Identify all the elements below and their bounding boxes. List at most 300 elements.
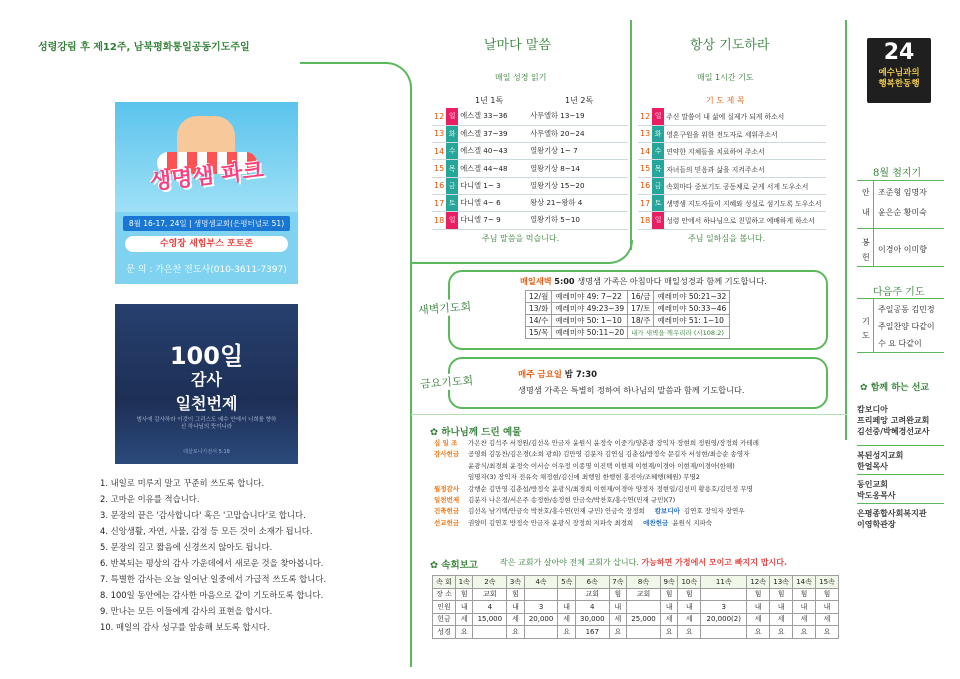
header-cell: 2속: [473, 576, 507, 589]
offering-label: 일천번제: [434, 496, 460, 505]
date-cell: 18/주: [628, 315, 654, 327]
offering-names: 윤광식/최경희 윤정숙 이서승 이우정 이종명 이진택 이현재 이현재/이경아 이현재/이경아(한해): [468, 461, 735, 470]
bible-section-title: 날마다 말씀: [484, 38, 551, 53]
weekday-cell: 일: [446, 212, 458, 229]
mission-line: 은평종합사회복지관: [857, 509, 927, 518]
table-cell: 요: [770, 626, 793, 639]
table-cell: 세: [793, 613, 816, 626]
day-cell: 16: [432, 177, 446, 194]
thanks-poster: [115, 304, 298, 464]
reading-2-cell: 열왕기상 15~20: [528, 177, 628, 194]
mission-title-text: 함께 하는 선교: [870, 383, 930, 393]
mission-line: 캄보디아: [857, 405, 888, 414]
list-item: 1. 내일로 미루지 말고 꾸준히 쓰도록 합니다.: [100, 478, 265, 488]
tree-icon: ✿: [430, 427, 438, 438]
offering-names: 가은찬 김석주 서정원/김선옥 안금자 윤원식 윤정숙 이중기/양춘광 장익자 장현희 정원영/장정희 카테레: [468, 439, 759, 447]
header-cell: 13속: [770, 576, 793, 589]
duty-key: 내: [862, 208, 870, 217]
header-cell: 10속: [678, 576, 701, 589]
bible-col1: 1년 1독: [475, 96, 504, 105]
divider: [845, 20, 847, 440]
passage-cell: 예레미야 50: 1~10: [552, 315, 628, 327]
table-cell: 3: [524, 601, 558, 614]
duty-row: [862, 252, 870, 263]
table-header-row: [433, 576, 839, 589]
table-cell: 25,000: [627, 613, 661, 626]
divider: [410, 85, 412, 667]
duty-row: [878, 244, 927, 255]
table-cell: 요: [558, 626, 575, 639]
poster2-line1: 100일: [169, 342, 244, 370]
attendance-desc: [500, 557, 787, 568]
table-row: [432, 125, 628, 142]
offering-names: 김선옥 남기택/안금숙 박찬호/홍수연(민재 규민) 안금숙 장정희: [468, 507, 645, 516]
table-cell: 인원: [433, 601, 456, 614]
header-cell: 1속: [456, 576, 473, 589]
offering-label: 십 일 조: [434, 439, 458, 447]
table-row: [433, 613, 839, 626]
attendance-title-text: 속회보고: [441, 560, 478, 571]
tree-icon: ✿: [860, 383, 868, 393]
attendance-desc-plain: 작은 교회가 살아야 전체 교회가 삽니다.: [500, 558, 639, 567]
table-cell: 요: [456, 626, 473, 639]
prayer-topic-cell: 속회마다 중보기도 공동체로 굳게 서게 도우소서: [664, 177, 826, 194]
table-row: [638, 125, 826, 142]
table-cell: 세: [747, 613, 770, 626]
date-cell: 14/수: [526, 315, 552, 327]
mission-line: 프리페앙 고려완교회: [857, 416, 930, 425]
reading-1-cell: 다니엘 4~ 6: [458, 194, 528, 211]
verse-cell: 내가 새벽을 깨우리라 (시108:2): [628, 327, 730, 339]
table-cell: 교회: [473, 588, 507, 601]
poster-title: 생명샘 파크: [149, 158, 265, 195]
prayer-topic-cell: 영혼구원을 위한 전도자로 세워주소서: [664, 125, 826, 142]
offering-label: 선교헌금: [434, 518, 460, 527]
divider: [873, 298, 874, 352]
date-cell: 17/토: [628, 303, 654, 315]
table-cell: 요: [747, 626, 770, 639]
table-cell: 성경: [433, 626, 456, 639]
offering-names: 권양미 김연호 방정숙 안금자 윤광식 장정희 지파숙 최경희: [468, 518, 634, 527]
table-cell: 167: [575, 626, 609, 639]
offering-label: 감사헌금: [434, 450, 460, 459]
header-cell: 5속: [558, 576, 575, 589]
list-item: 3. 문장의 끝은 '감사합니다' 혹은 '고맙습니다'로 합니다.: [100, 510, 306, 520]
date-cell: 13/화: [526, 303, 552, 315]
offering-names: 임명자(3) 장익자 전유숙 채정현/김신애 최행임 한행현 홍진아/조혜행(혜원) 무명2: [468, 473, 700, 482]
next-prayer-title: 다음주 기도: [873, 287, 925, 298]
table-cell: [701, 588, 747, 601]
friday-prayer-box: [448, 357, 828, 409]
table-cell: 세: [815, 613, 838, 626]
table-row: [526, 291, 730, 303]
dawn-head-rest: 생명샘 가족은 아침마다 매일성경과 함께 기도합니다.: [577, 276, 767, 286]
table-cell: 요: [660, 626, 677, 639]
day-cell: 17: [638, 194, 652, 211]
friday-prayer-time: [518, 368, 597, 380]
table-cell: 힘: [747, 588, 770, 601]
offering-list: [434, 438, 834, 529]
passage-cell: 예레미야 50:21~32: [654, 291, 730, 303]
reading-2-cell: 열왕기상 1~ 7: [528, 143, 628, 160]
friday-time: 밤 7:30: [564, 370, 598, 380]
table-cell: 세: [770, 613, 793, 626]
prayer-section-title: 항상 기도하라: [690, 38, 770, 53]
offering-row: [434, 518, 834, 529]
table-cell: [627, 626, 661, 639]
table-cell: [558, 588, 575, 601]
weekday-cell: 목: [652, 160, 664, 177]
reading-2-cell: 사무엘하 20~24: [528, 125, 628, 142]
weekday-cell: 금: [446, 177, 458, 194]
header-cell: 속 회: [433, 576, 456, 589]
offering-title: [430, 424, 521, 438]
table-cell: [473, 626, 507, 639]
mission-block: [857, 404, 929, 437]
header-cell: 7속: [609, 576, 626, 589]
table-cell: 힘: [609, 588, 626, 601]
list-item: 7. 특별한 감사는 오늘 일어난 일중에서 가급적 쓰도록 합니다.: [100, 574, 327, 584]
mission-line: 김선중/박혜경선교사: [857, 427, 930, 436]
tree-icon: ✿: [430, 560, 438, 571]
poster-features: 수영장 새힘부스 포토존: [125, 236, 288, 252]
offering-names-2: 김연호 장익자 장연우: [683, 507, 745, 516]
prayer-footer: 주님 일하심을 봅니다.: [688, 234, 766, 243]
list-item: 6. 반복되는 평상의 감사 가운데에서 새로운 것을 찾아봅니다.: [100, 558, 324, 568]
table-cell: 세: [507, 613, 524, 626]
table-row: [638, 194, 826, 211]
prayer-subtitle: 매일 1시간 기도: [697, 73, 754, 82]
divider: [873, 180, 874, 266]
mission-line: 동인교회: [857, 480, 888, 489]
table-cell: 세: [678, 613, 701, 626]
prayer-topic-cell: 생명샘 지도자들이 지혜와 성실로 섬기도록 도우소서: [664, 194, 826, 211]
date-cell: 12/월: [526, 291, 552, 303]
offering-names: 김분자 나은경/서은주 송정한/송정현 안금숙/박찬호/홍수연(민재 규민)(7): [468, 496, 676, 505]
day-cell: 14: [432, 143, 446, 160]
offering-label: 월정감사: [434, 484, 460, 493]
passage-cell: 예레미야 50:33~46: [654, 303, 730, 315]
header-cell: 14속: [793, 576, 816, 589]
day-cell: 13: [638, 125, 652, 142]
list-item: 2. 고마운 이유를 적습니다.: [100, 494, 200, 504]
passage-cell: 예레미야 49: 7~22: [552, 291, 628, 303]
weekday-cell: 일: [446, 108, 458, 125]
duty-row: [878, 207, 927, 218]
dawn-prayer-table: [525, 290, 730, 339]
reading-1-cell: 에스겔 44~48: [458, 160, 528, 177]
day-cell: 18: [638, 212, 652, 229]
next-row: [862, 330, 870, 341]
table-cell: 세: [660, 613, 677, 626]
divider: [300, 62, 412, 88]
table-row: [432, 108, 628, 125]
prayer-topic-cell: 주신 말씀이 내 삶에 실제가 되게 하소서: [664, 108, 826, 125]
offering-row: [434, 495, 834, 506]
table-cell: 내: [456, 601, 473, 614]
dawn-head-time: 5:00: [554, 276, 575, 286]
table-cell: 힘: [815, 588, 838, 601]
table-row: [433, 626, 839, 639]
offering-row: [434, 472, 834, 483]
mission-line: 이영학관장: [857, 520, 896, 529]
table-cell: [524, 588, 558, 601]
duty-key: 봉: [862, 238, 870, 247]
next-key: 도: [862, 331, 870, 340]
divider: [411, 414, 847, 415]
table-cell: 힘: [793, 588, 816, 601]
header-cell: 6속: [575, 576, 609, 589]
table-row: [432, 160, 628, 177]
duty-value: 조준형 임명자: [878, 188, 927, 197]
list-item: 10. 매일의 감사 성구를 암송해 보도록 합시다.: [100, 622, 270, 632]
table-cell: 내: [660, 601, 677, 614]
duty-row: [862, 207, 870, 218]
dawn-head-bold: 매일새벽: [520, 276, 552, 286]
table-cell: [524, 626, 558, 639]
summer-park-poster: [115, 102, 298, 284]
day-cell: 16: [638, 177, 652, 194]
table-cell: 20,000(2): [701, 613, 747, 626]
table-cell: 요: [507, 626, 524, 639]
prayer-head: 기 도 제 목: [706, 96, 745, 105]
divider: [857, 352, 944, 353]
weekday-cell: 목: [446, 160, 458, 177]
header-cell: 9속: [660, 576, 677, 589]
table-cell: 4: [473, 601, 507, 614]
weekday-cell: 토: [652, 194, 664, 211]
table-cell: 내: [770, 601, 793, 614]
day-cell: 12: [638, 108, 652, 125]
offering-label-2: 애찬헌금: [643, 518, 669, 527]
mission-line: 한얼목사: [857, 462, 888, 471]
offering-names: 강행순 김만영 김춘섭/방정숙 윤광식/최경희 이현재/이경아 양정자 정현일/김선미 황용호/김민정 무명: [468, 484, 753, 493]
duty-row: [878, 187, 927, 198]
logo-line1: 예수님과의: [878, 68, 920, 78]
bible-subtitle: 매일 성경 읽기: [495, 73, 547, 82]
passage-cell: 예레미야 51: 1~10: [654, 315, 730, 327]
reading-1-cell: 에스겔 37~39: [458, 125, 528, 142]
table-cell: 요: [609, 626, 626, 639]
divider: [857, 180, 944, 181]
table-row: [433, 601, 839, 614]
table-cell: 세: [609, 613, 626, 626]
table-row: [638, 212, 826, 229]
table-cell: 요: [678, 626, 701, 639]
bible-col2: 1년 2독: [565, 96, 594, 105]
offering-names: 공영희 김동찬/김은경(소희 광희) 김만영 김분자 김연심 김춘섭/방정숙 문길자 서성현/최승순 송영자: [468, 450, 750, 459]
table-cell: 교회: [627, 588, 661, 601]
kids-illustration-icon: [177, 116, 235, 156]
poster2-line3: 일천번제: [175, 394, 238, 413]
day-cell: 13: [432, 125, 446, 142]
day-cell: 12: [432, 108, 446, 125]
table-cell: 요: [815, 626, 838, 639]
table-cell: 힘: [678, 588, 701, 601]
next-value: 주일찬양 다같이: [878, 322, 935, 331]
header-cell: 12속: [747, 576, 770, 589]
mission-title: [860, 380, 929, 393]
friday-bold: 매주 금요일: [518, 370, 563, 380]
page-title: 성령강림 후 제12주, 남북평화통일공동기도주일: [38, 42, 250, 53]
table-cell: 15,000: [473, 613, 507, 626]
prayer-topic-table: [638, 108, 826, 230]
divider: [630, 20, 632, 250]
divider: [857, 445, 944, 446]
list-item: 4. 신앙생활, 자연, 사물, 감정 등 모든 것이 소재가 됩니다.: [100, 526, 313, 536]
header-cell: 8속: [627, 576, 661, 589]
divider: [857, 266, 944, 267]
duty-title: 8월 첨지기: [873, 168, 922, 179]
table-row: [432, 212, 628, 229]
next-row: [878, 321, 935, 332]
table-cell: 요: [793, 626, 816, 639]
date-cell: 16/금: [628, 291, 654, 303]
reading-1-cell: 다니엘 7~ 9: [458, 212, 528, 229]
date-cell: 15/목: [526, 327, 552, 339]
offering-names-2: 윤원식 지파숙: [672, 518, 713, 527]
offering-label: 건축헌금: [434, 507, 460, 516]
table-cell: 교회: [575, 588, 609, 601]
next-value: 주일공동 김민정: [878, 305, 935, 314]
reading-2-cell: 왕상 21~왕하 4: [528, 194, 628, 211]
passage-cell: 예레미야 49:23~39: [552, 303, 628, 315]
poster-contact: 문 의 : 가은찬 전도사(010-3611-7397): [126, 265, 287, 275]
table-cell: 세: [456, 613, 473, 626]
table-cell: 20,000: [524, 613, 558, 626]
reading-2-cell: 사무엘하 13~19: [528, 108, 628, 125]
duty-key: 안: [862, 188, 870, 197]
poster2-line2: 감사: [191, 370, 222, 389]
day-cell: 17: [432, 194, 446, 211]
table-cell: 세: [558, 613, 575, 626]
mission-block: [857, 479, 896, 501]
weekday-cell: 일: [652, 212, 664, 229]
table-row: [526, 315, 730, 327]
table-cell: 내: [609, 601, 626, 614]
list-item: 8. 100일 동안에는 감사한 마음으로 같이 기도하도록 합니다.: [100, 590, 324, 600]
table-row: [432, 194, 628, 211]
friday-prayer-label: 금요기도회: [419, 374, 474, 391]
weekday-cell: 일: [652, 108, 664, 125]
table-cell: 힘: [456, 588, 473, 601]
offering-row: [434, 449, 834, 460]
reading-1-cell: 에스겔 33~36: [458, 108, 528, 125]
duty-value: 윤은순 황미숙: [878, 208, 927, 217]
table-cell: 4: [575, 601, 609, 614]
logo-line2: 행복한동행: [878, 79, 920, 89]
bible-reading-table: [432, 108, 628, 230]
table-row: [638, 143, 826, 160]
table-cell: 내: [815, 601, 838, 614]
offering-row: [434, 438, 834, 449]
table-cell: 3: [701, 601, 747, 614]
table-cell: 장 소: [433, 588, 456, 601]
offering-row: [434, 461, 834, 472]
table-cell: 30,000: [575, 613, 609, 626]
table-cell: 힘: [660, 588, 677, 601]
attendance-table: [432, 575, 839, 639]
mission-line: 박도옹목사: [857, 491, 896, 500]
weekday-cell: 화: [652, 125, 664, 142]
divider: [857, 298, 944, 299]
dawn-prayer-label: 새벽기도회: [417, 300, 472, 317]
table-row: [526, 327, 730, 339]
duty-row: [862, 237, 870, 248]
mission-line: 복된성지교회: [857, 451, 904, 460]
thanks-instructions: [100, 475, 400, 635]
day-cell: 15: [638, 160, 652, 177]
divider: [857, 503, 944, 504]
table-cell: 헌금: [433, 613, 456, 626]
table-cell: 내: [747, 601, 770, 614]
weekday-cell: 수: [446, 143, 458, 160]
next-value: 수 요 다같이: [878, 339, 922, 348]
friday-prayer-desc: 생명샘 가족은 특별히 정하여 하나님의 말씀과 함께 기도합니다.: [518, 385, 745, 395]
poster-date: 8월 16-17, 24일 | 생명샘교회(은평터널로 51): [123, 216, 290, 231]
next-row: [878, 304, 935, 315]
table-cell: 내: [558, 601, 575, 614]
offering-row: [434, 506, 834, 517]
church-logo: [867, 38, 931, 103]
weekday-cell: 금: [652, 177, 664, 194]
table-row: [432, 143, 628, 160]
weekday-cell: 수: [652, 143, 664, 160]
prayer-topic-cell: 자녀들의 믿음과 삶을 지켜주소서: [664, 160, 826, 177]
list-item: 9. 만나는 모든 이들에게 감사의 표현을 합시다.: [100, 606, 273, 616]
day-cell: 18: [432, 212, 446, 229]
table-cell: 내: [507, 601, 524, 614]
table-row: [638, 160, 826, 177]
next-row: [878, 338, 922, 349]
mission-block: [857, 450, 903, 472]
divider: [857, 474, 944, 475]
duty-key: 헌: [862, 253, 870, 262]
table-row: [526, 303, 730, 315]
day-cell: 14: [638, 143, 652, 160]
weekday-cell: 화: [446, 125, 458, 142]
mission-block: [857, 508, 927, 530]
reading-1-cell: 에스겔 40~43: [458, 143, 528, 160]
offering-title-text: 하나님께 드린 예물: [441, 427, 522, 438]
duty-row: [862, 187, 870, 198]
list-item: 5. 문장의 길고 짧음에 신경쓰지 않아도 됩니다.: [100, 542, 273, 552]
weekday-cell: 토: [446, 194, 458, 211]
table-row: [432, 177, 628, 194]
table-cell: [701, 626, 747, 639]
bible-footer: 주님 말씀을 먹습니다.: [482, 234, 560, 243]
reading-1-cell: 다니엘 1~ 3: [458, 177, 528, 194]
table-cell: [627, 601, 661, 614]
attendance-title: [430, 557, 478, 571]
table-cell: 내: [793, 601, 816, 614]
divider: [857, 228, 944, 229]
duty-value: 이경아 이미향: [878, 245, 927, 254]
offering-row: [434, 484, 834, 495]
attendance-desc-red: 가능하면 가정에서 모이고 빠지지 맙시다.: [641, 558, 788, 567]
next-row: [862, 316, 870, 327]
next-key: 기: [862, 317, 870, 326]
poster2-verse: 범사에 감사하라 이것이 그리스도 예수 안에서 너희를 향하신 하나님의 뜻이니라: [136, 417, 277, 430]
prayer-topic-cell: 성령 안에서 하나님으로 친밀하고 예배하게 하소서: [664, 212, 826, 229]
table-row: [638, 108, 826, 125]
reading-2-cell: 열왕기하 5~10: [528, 212, 628, 229]
table-cell: 내: [678, 601, 701, 614]
day-cell: 15: [432, 160, 446, 177]
header-cell: 15속: [815, 576, 838, 589]
passage-cell: 예레미야 50:11~20: [552, 327, 628, 339]
header-cell: 4속: [524, 576, 558, 589]
